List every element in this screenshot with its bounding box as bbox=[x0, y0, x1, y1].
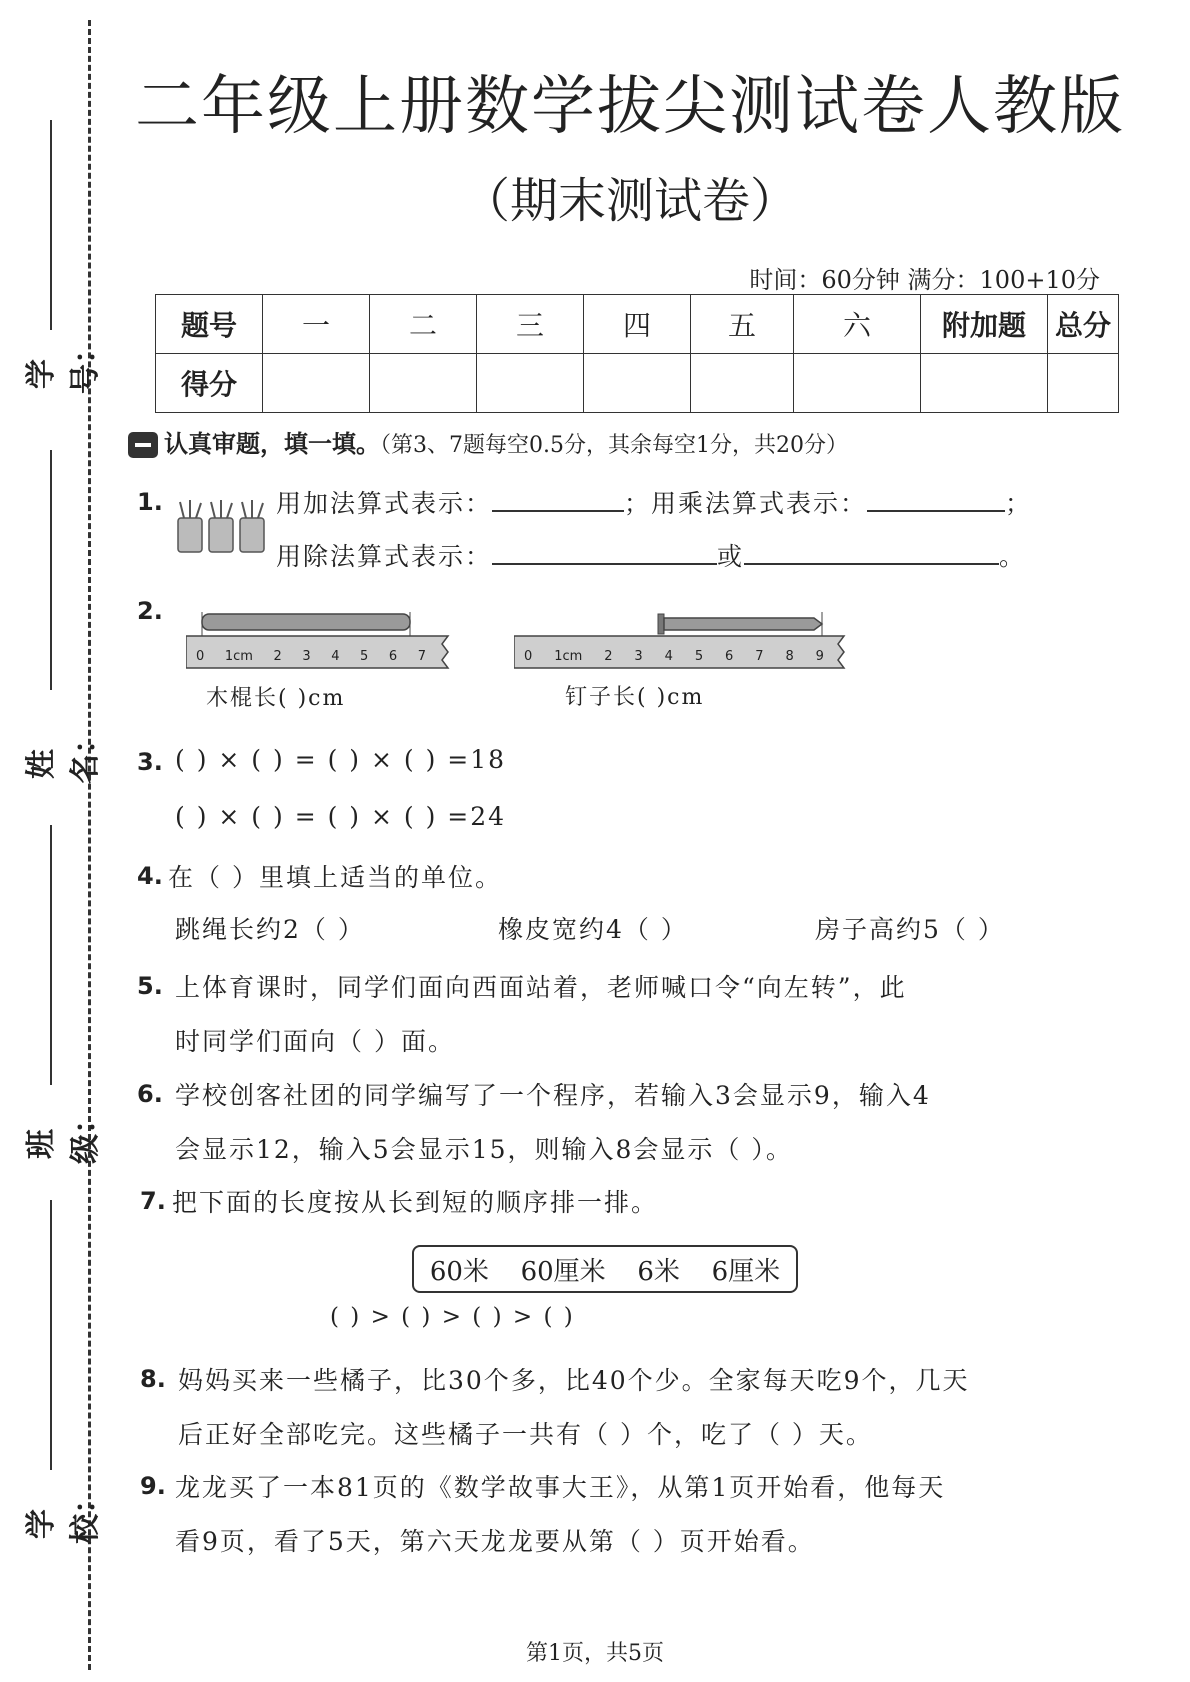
q2-number: 2. bbox=[137, 597, 163, 625]
score-header-cell: 总分 bbox=[1048, 295, 1119, 354]
score-cell[interactable] bbox=[370, 354, 477, 413]
name-line bbox=[50, 450, 52, 690]
ruler-tick: 4 bbox=[664, 649, 673, 664]
ruler-tick: 3 bbox=[634, 649, 643, 664]
q8-number: 8. bbox=[140, 1365, 166, 1393]
q1-stop: 。 bbox=[999, 542, 1027, 571]
q1-add-blank[interactable] bbox=[492, 486, 624, 512]
q9-number: 9. bbox=[140, 1472, 166, 1500]
class-line bbox=[50, 825, 52, 1085]
score-cell[interactable] bbox=[584, 354, 691, 413]
score-header-cell: 六 bbox=[794, 295, 921, 354]
school-field bbox=[24, 1420, 103, 1544]
ruler-tick: 7 bbox=[417, 649, 426, 664]
class-label: 班级： bbox=[24, 1104, 103, 1164]
name-label: 姓名： bbox=[24, 724, 103, 784]
ruler-stick bbox=[186, 612, 454, 674]
q1-line-1 bbox=[276, 484, 1032, 520]
page-footer: 第1页，共5页 bbox=[526, 1641, 664, 1666]
q1-div-prompt: 用除法算式表示： bbox=[276, 542, 493, 571]
q6-number: 6. bbox=[137, 1080, 163, 1108]
score-row-label: 得分 bbox=[156, 354, 263, 413]
page-subtitle: （期末测试卷） bbox=[461, 173, 798, 229]
section-1-note: （第3、7题每空0.5分，其余每空1分，共20分） bbox=[380, 433, 848, 458]
q1-add-prompt: 用加法算式表示： bbox=[276, 489, 493, 518]
ruler-tick: 1cm bbox=[224, 649, 253, 664]
ruler-tick: 7 bbox=[755, 649, 764, 664]
q1-mul-prompt: 用乘法算式表示： bbox=[651, 489, 868, 518]
section-1-title: 认真审题，填一填。 bbox=[164, 430, 380, 458]
score-table bbox=[155, 294, 1119, 413]
class-field bbox=[24, 1040, 103, 1164]
section-number-badge bbox=[128, 432, 158, 458]
score-table-score-row bbox=[156, 354, 1119, 413]
q4-number: 4. bbox=[137, 862, 163, 890]
q2-stick-label: 木棍长( )cm bbox=[206, 686, 346, 711]
q4-item-house: 房子高约5（ ） bbox=[815, 915, 1005, 944]
q5-number: 5. bbox=[137, 972, 163, 1000]
ruler2-ticks bbox=[524, 649, 824, 664]
q3-line-1: ( ) × ( ) = ( ) × ( ) =18 bbox=[175, 745, 507, 774]
score-cell[interactable] bbox=[263, 354, 370, 413]
score-cell[interactable] bbox=[1048, 354, 1119, 413]
q1-or: 或 bbox=[717, 542, 745, 571]
q3-number: 3. bbox=[137, 748, 163, 776]
school-label: 学校： bbox=[24, 1484, 103, 1544]
q1-div-blank-1[interactable] bbox=[492, 539, 717, 565]
ruler-tick: 5 bbox=[694, 649, 704, 664]
q7-length-item: 60厘米 bbox=[520, 1256, 606, 1287]
score-cell[interactable] bbox=[691, 354, 794, 413]
q4-item-rope: 跳绳长约2（ ） bbox=[175, 915, 365, 944]
nail-ruler-icon bbox=[514, 612, 850, 674]
ruler-tick: 1cm bbox=[554, 649, 583, 664]
section-1-heading bbox=[128, 424, 848, 459]
ruler-tick: 0 bbox=[524, 649, 533, 664]
student-id-line bbox=[50, 120, 52, 330]
q5-line-1: 上体育课时，同学们面向西面站着，老师喊口令“向左转”，此 bbox=[175, 973, 907, 1002]
score-table-header-row bbox=[156, 295, 1119, 354]
score-header-cell: 二 bbox=[370, 295, 477, 354]
q7-length-item: 6厘米 bbox=[711, 1256, 781, 1287]
score-header-cell: 四 bbox=[584, 295, 691, 354]
q1-div-blank-2[interactable] bbox=[744, 539, 999, 565]
q1-line-2 bbox=[276, 537, 1026, 573]
q3-line-2: ( ) × ( ) = ( ) × ( ) =24 bbox=[175, 802, 507, 831]
q7-length-item: 60米 bbox=[429, 1256, 489, 1287]
q8-line-1: 妈妈买来一些橘子，比30个多，比40个少。全家每天吃9个，几天 bbox=[178, 1366, 970, 1395]
pencil-cups-icon bbox=[175, 498, 267, 556]
ruler-nail bbox=[514, 612, 850, 674]
q7-order-line: ( ) > ( ) > ( ) > ( ) bbox=[330, 1304, 575, 1330]
ruler-tick: 0 bbox=[196, 649, 205, 664]
ruler1-ticks bbox=[196, 649, 426, 664]
q1-mul-blank[interactable] bbox=[867, 486, 1005, 512]
score-cell[interactable] bbox=[477, 354, 584, 413]
q8-line-2: 后正好全部吃完。这些橘子一共有（ ）个，吃了（ ）天。 bbox=[178, 1420, 873, 1449]
q7-length-item: 6米 bbox=[637, 1256, 680, 1287]
binding-dashed-line bbox=[88, 20, 91, 1670]
q5-line-2: 时同学们面向（ ）面。 bbox=[175, 1027, 455, 1056]
page-title: 二年级上册数学拔尖测试卷人教版 bbox=[135, 70, 1125, 144]
exam-meta: 时间：60分钟 满分：100+10分 bbox=[749, 266, 1100, 294]
score-header-cell: 三 bbox=[477, 295, 584, 354]
q9-line-2: 看9页，看了5天，第六天龙龙要从第（ ）页开始看。 bbox=[175, 1527, 815, 1556]
q1-end: ； bbox=[1005, 489, 1033, 518]
q9-line-1: 龙龙买了一本81页的《数学故事大王》，从第1页开始看，他每天 bbox=[175, 1473, 946, 1502]
ruler-tick: 4 bbox=[331, 649, 340, 664]
q1-separator: ； bbox=[624, 489, 652, 518]
q6-line-2: 会显示12，输入5会显示15，则输入8会显示（ ）。 bbox=[175, 1135, 793, 1164]
ruler-tick: 9 bbox=[815, 649, 824, 664]
name-field bbox=[24, 660, 103, 784]
student-id-field bbox=[24, 270, 103, 394]
score-cell[interactable] bbox=[921, 354, 1048, 413]
stick-ruler-icon bbox=[186, 612, 454, 674]
ruler-tick: 2 bbox=[273, 649, 282, 664]
school-line bbox=[50, 1200, 52, 1470]
q7-text: 把下面的长度按从长到短的顺序排一排。 bbox=[172, 1188, 659, 1217]
q7-length-box bbox=[412, 1245, 798, 1293]
score-header-cell: 题号 bbox=[156, 295, 263, 354]
ruler-tick: 5 bbox=[360, 649, 369, 664]
score-header-cell: 五 bbox=[691, 295, 794, 354]
ruler-tick: 8 bbox=[785, 649, 794, 664]
q7-number: 7. bbox=[140, 1187, 166, 1215]
score-header-cell: 一 bbox=[263, 295, 370, 354]
ruler-tick: 6 bbox=[725, 649, 734, 664]
q4-item-eraser: 橡皮宽约4（ ） bbox=[498, 915, 688, 944]
q6-line-1: 学校创客社团的同学编写了一个程序，若输入3会显示9，输入4 bbox=[175, 1081, 931, 1110]
ruler-tick: 2 bbox=[604, 649, 613, 664]
q4-text: 在（ ）里填上适当的单位。 bbox=[168, 863, 502, 892]
ruler-tick: 3 bbox=[302, 649, 311, 664]
ruler-tick: 6 bbox=[388, 649, 398, 664]
score-cell[interactable] bbox=[794, 354, 921, 413]
q2-nail-label: 钉子长( )cm bbox=[565, 685, 705, 710]
score-header-cell: 附加题 bbox=[921, 295, 1048, 354]
q1-number: 1. bbox=[137, 488, 163, 516]
student-id-label: 学号： bbox=[24, 334, 103, 394]
